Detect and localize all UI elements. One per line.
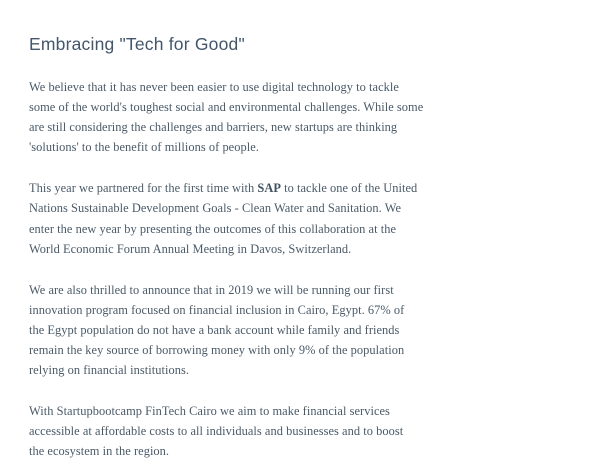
paragraph-3: [29, 280, 421, 380]
emphasis-text: SAP: [257, 181, 281, 196]
body-text: We are also thrilled to announce that in 2019 we will be running our first innovation program focused on financial inclusion in Cairo, Egypt. 67% of the Egypt population do not have a bank account while family and friends remain the key source of borrowing money with only 9% of the population relying on financial institutions.: [29, 282, 405, 378]
page-title: Embracing "Tech for Good": [29, 34, 245, 54]
body-text: to tackle one of the United Nations Sustainable Development Goals - Clean Water and Sanitation. We enter the new year by presenting the outcomes of this collaboration at the World Economic Forum Annual Meeting in Davos, Switzerland.: [29, 181, 418, 256]
paragraph-2: [29, 178, 425, 258]
article-body: [29, 77, 570, 462]
body-text: With Startupbootcamp FinTech Cairo we aim to make financial services accessible at affordable costs to all individuals and businesses and to boost the ecosystem in the region.: [29, 404, 404, 459]
body-text: We believe that it has never been easier to use digital technology to tackle some of the world's toughest social and environmental challenges. While some are still considering the challenges and barriers, new startups are thinking 'solutions' to the benefit of millions of people.: [29, 80, 424, 155]
paragraph-4: [29, 401, 421, 461]
body-text: This year we partnered for the first time with: [29, 181, 258, 196]
paragraph-1: [29, 77, 425, 157]
